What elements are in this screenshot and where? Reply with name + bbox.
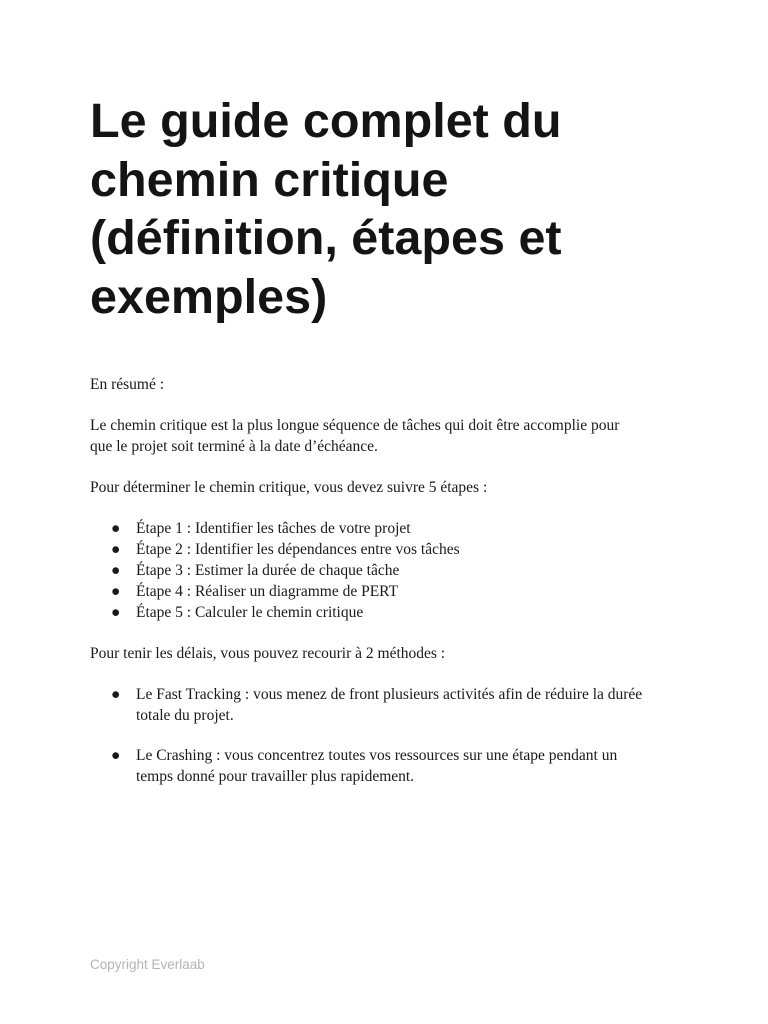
step-text: Étape 4 : Réaliser un diagramme de PERT [136, 583, 399, 600]
steps-list [90, 518, 690, 623]
steps-intro: Pour déterminer le chemin critique, vous devez suivre 5 étapes : [90, 479, 488, 496]
method-text: totale du projet. [136, 707, 234, 724]
title-line: Le guide complet du [90, 94, 562, 148]
list-item [90, 581, 690, 602]
methods-list [90, 684, 690, 787]
bullet-icon: ● [111, 541, 121, 558]
step-text: Étape 1 : Identifier les tâches de votre projet [136, 520, 411, 537]
step-text: Étape 5 : Calculer le chemin critique [136, 604, 364, 621]
bullet-icon: ● [111, 686, 121, 703]
methods-intro: Pour tenir les délais, vous pouvez recourir à 2 méthodes : [90, 645, 446, 662]
document-body [90, 374, 690, 787]
list-item [90, 602, 690, 623]
bullet-icon: ● [111, 520, 121, 537]
summary-label: En résumé : [90, 376, 165, 393]
page-title [90, 92, 690, 326]
method-text: Le Fast Tracking : vous menez de front plusieurs activités afin de réduire la durée [136, 686, 643, 703]
bullet-icon: ● [111, 583, 121, 600]
list-item [90, 518, 690, 539]
definition-line: Le chemin critique est la plus longue séquence de tâches qui doit être accomplie pour [90, 417, 620, 434]
bullet-icon: ● [111, 562, 121, 579]
method-text: Le Crashing : vous concentrez toutes vos ressources sur une étape pendant un [136, 747, 618, 764]
definition-line: que le projet soit terminé à la date d’échéance. [90, 438, 378, 455]
method-text: temps donné pour travailler plus rapidement. [136, 768, 415, 785]
bullet-icon: ● [111, 604, 121, 621]
list-item [90, 745, 690, 787]
title-line: chemin critique [90, 152, 449, 207]
list-item [90, 684, 690, 726]
definition-paragraph [90, 415, 690, 457]
bullet-icon: ● [111, 747, 121, 764]
list-item [90, 539, 690, 560]
copyright-footer: Copyright Everlaab [90, 957, 205, 972]
title-line: (définition, étapes et [90, 211, 562, 265]
step-text: Étape 2 : Identifier les dépendances entre vos tâches [136, 541, 460, 558]
title-line: exemples) [90, 269, 328, 324]
step-text: Étape 3 : Estimer la durée de chaque tâche [136, 562, 400, 579]
list-item [90, 560, 690, 581]
